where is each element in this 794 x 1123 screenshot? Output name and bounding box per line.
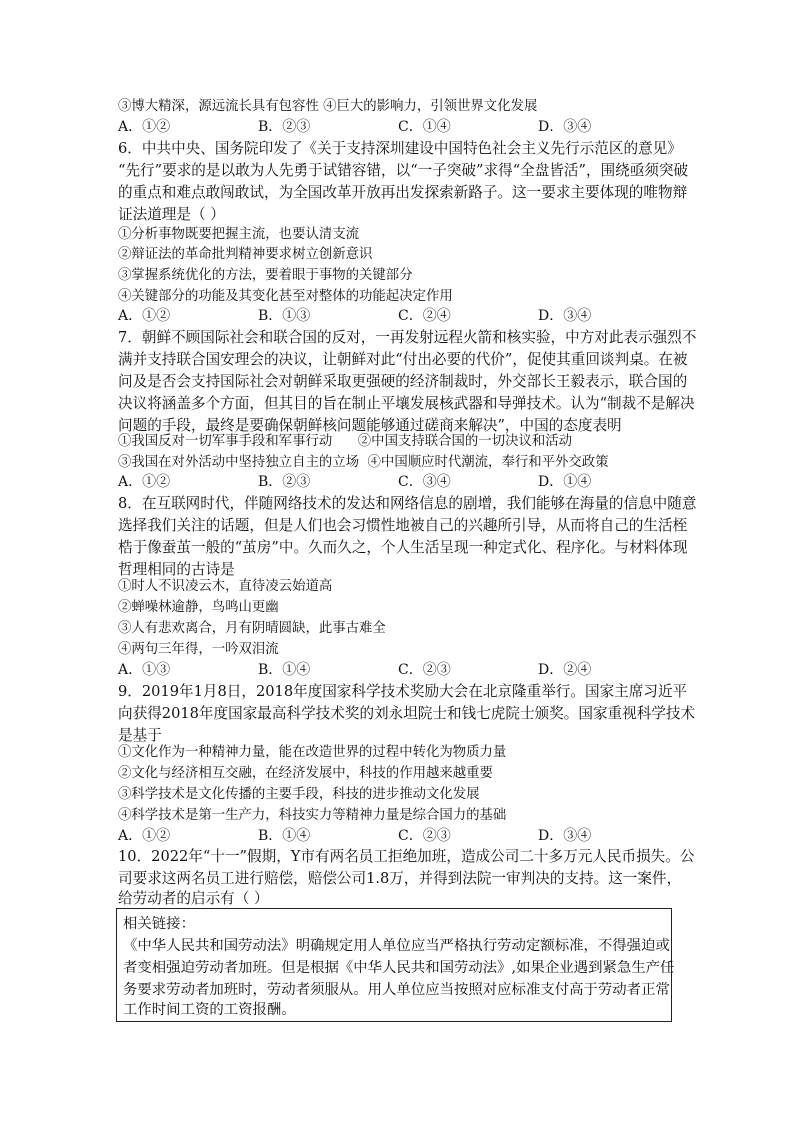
q9-statement-4: ④科学技术是第一生产力，科技实力等精神力量是综合国力的基础 — [118, 808, 507, 823]
q7-stem-line: 决议将涵盖多个方面，但其目的旨在制止平壤发展核武器和导弹技术。认为“制裁不是解决 — [118, 395, 695, 412]
q6-option-a: A．①② — [118, 308, 171, 324]
q7-option-b: B．②③ — [258, 474, 311, 490]
q6-statement-4: ④关键部分的功能及其变化甚至对整体的功能起决定作用 — [118, 289, 453, 304]
q8-stem-line: 哲理相同的古诗是 — [118, 561, 235, 578]
q8-stem-line: 8．在互联网时代，伴随网络技术的发达和网络信息的剧增，我们能够在海量的信息中随意 — [118, 495, 697, 512]
q9-stem-line: 9．2019年1月8日，2018年度国家科学技术奖励大会在北京隆重举行。国家主席习近平 — [118, 683, 688, 700]
q6-stem-line: 证法道理是（ ） — [118, 206, 225, 223]
related-link-box — [116, 908, 675, 1022]
q9-statement-2: ②文化与经济相互交融，在经济发展中，科技的作用越来越重要 — [118, 766, 493, 781]
q9-option-d: D．③④ — [538, 828, 592, 844]
q5-option-a: A．①② — [118, 119, 171, 135]
q7-stem-line: 满并支持联合国安理会的决议，让朝鲜对此“付出必要的代价”，促使其重回谈判桌。在被 — [118, 351, 688, 368]
q8-option-d: D．②④ — [538, 662, 592, 678]
q9-option-c: C．②③ — [398, 828, 451, 844]
q8-option-b: B．①④ — [258, 662, 311, 678]
q10-stem-line: 给劳动者的启示有（ ） — [118, 890, 269, 907]
q8-poem-1: ①时人不识凌云木，直待凌云始道高 — [118, 579, 333, 594]
related-link-text: 工作时间工资的工资报酬。 — [123, 1002, 296, 1018]
q8-poem-2: ②蝉噪林逾静，鸟鸣山更幽 — [118, 600, 279, 615]
q6-stem-line: 的重点和难点敢闯敢试，为全国改革开放再出发探索新路子。这一要求主要体现的唯物辩 — [118, 184, 688, 201]
q9-option-b: B．①④ — [258, 828, 311, 844]
q7-stem-line: 问题的手段，最终是要确保朝鲜核问题能够通过磋商来解决”，中国的态度表明 — [118, 417, 622, 434]
q6-stem-line: “先行”要求的是以敢为人先勇于试错容错，以“一子突破”求得“全盘皆活”，围绕亟须突破 — [118, 162, 689, 179]
q8-option-a: A．①③ — [118, 662, 171, 678]
q9-stem-line: 向获得2018年度国家最高科学技术奖的刘永坦院士和钱七虎院士颁奖。国家重视科学技术 — [118, 705, 696, 722]
q7-statements-row-2: ③我国在对外活动中坚持独立自主的立场 ④中国顺应时代潮流，奉行和平外交政策 — [118, 455, 609, 470]
q7-stem-line: 7．朝鲜不顾国际社会和联合国的反对，一再发射远程火箭和核实验，中方对此表示强烈不 — [118, 329, 697, 346]
q7-stem-line: 问及是否会支持国际社会对朝鲜采取更强硬的经济制裁时，外交部长王毅表示，联合国的 — [118, 373, 688, 390]
q10-stem-line: 10．2022年“十一”假期，Y市有两名员工拒绝加班，造成公司二十多万元人民币损失。公 — [118, 848, 695, 865]
q6-statement-2: ②辩证法的革命批判精神要求树立创新意识 — [118, 247, 373, 262]
q7-option-d: D．①④ — [538, 474, 592, 490]
q5-option-c: C．①④ — [398, 119, 451, 135]
q10-stem-line: 司要求这两名员工进行赔偿，赔偿公司1.8万，并得到法院一审判决的支持。这一案件， — [118, 870, 682, 887]
q8-poem-3: ③人有悲欢离合，月有阴晴圆缺，此事古难全 — [118, 621, 386, 636]
q5-option-b: B．②③ — [258, 119, 311, 135]
q8-stem-line: 梏于像蚕茧一般的“茧房”中。久而久之，个人生活呈现一种定式化、程序化。与材料体现 — [118, 539, 688, 556]
q8-poem-4: ④两句三年得，一吟双泪流 — [118, 642, 279, 657]
q6-option-d: D．③④ — [538, 308, 592, 324]
q6-option-b: B．①③ — [258, 308, 311, 324]
q8-stem-line: 选择我们关注的话题，但是人们也会习惯性地被自己的兴趣所引导，从而将自己的生活桎 — [118, 517, 688, 534]
q9-option-a: A．①② — [118, 828, 171, 844]
related-link-text: 务要求劳动者加班时，劳动者须服从。用人单位应当按照对应标准支付高于劳动者正常 — [123, 982, 670, 998]
q9-statement-3: ③科学技术是文化传播的主要手段，科技的进步推动文化发展 — [118, 787, 480, 802]
q7-option-a: A．①② — [118, 474, 171, 490]
q9-stem-line: 是基于 — [118, 727, 162, 744]
related-link-text: 《中华人民共和国劳动法》明确规定用人单位应当严格执行劳动定额标准，不得强迫或 — [123, 938, 670, 954]
q7-statements-row-1: ①我国反对一切军事手段和军事行动 ②中国支持联合国的一切决议和活动 — [118, 434, 573, 449]
q6-option-c: C．②④ — [398, 308, 451, 324]
q6-stem-line: 6．中共中央、国务院印发了《关于支持深圳建设中国特色社会主义先行示范区的意见》 — [118, 140, 682, 157]
q5-option-d: D．③④ — [538, 119, 592, 135]
q6-statement-1: ①分析事物既要把握主流，也要认清支流 — [118, 227, 360, 242]
q8-option-c: C．②③ — [398, 662, 451, 678]
q6-statement-3: ③掌握系统优化的方法，要着眼于事物的关键部分 — [118, 268, 413, 283]
q9-statement-1: ①文化作为一种精神力量，能在改造世界的过程中转化为物质力量 — [118, 745, 507, 760]
related-link-text: 者变相强迫劳动者加班。但是根据《中华人民共和国劳动法》,如果企业遇到紧急生产任 — [123, 960, 675, 976]
related-link-title: 相关链接： — [123, 916, 195, 932]
q7-option-c: C．③④ — [398, 474, 451, 490]
q5-statement-line: ③博大精深，源远流长具有包容性 ④巨大的影响力，引领世界文化发展 — [118, 99, 538, 114]
